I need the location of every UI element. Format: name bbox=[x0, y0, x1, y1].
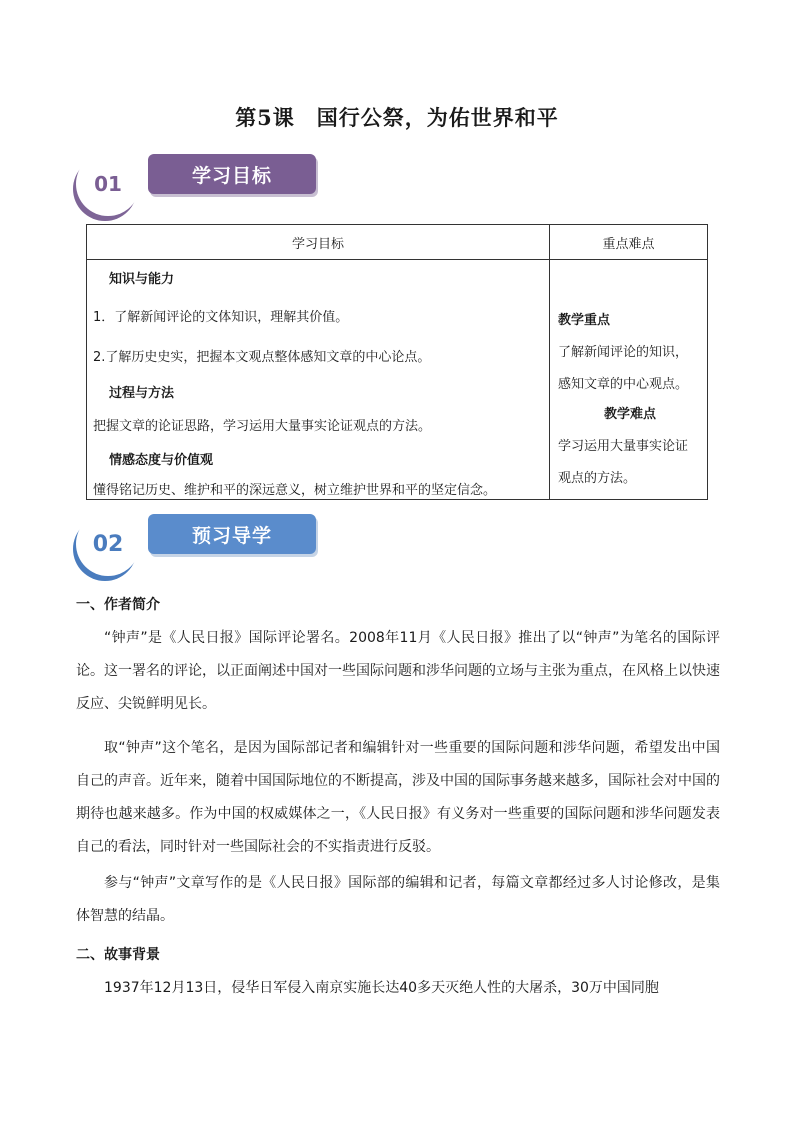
goal-subheading: 过程与方法 bbox=[109, 386, 175, 401]
goal-item: 懂得铭记历史、维护和平的深远意义，树立维护世界和平的坚定信念。 bbox=[93, 483, 497, 498]
section-banner-label: 预习导学 bbox=[148, 514, 316, 554]
focus-subheading: 教学重点 bbox=[558, 313, 611, 328]
table-header-goals: 学习目标 bbox=[87, 225, 550, 260]
goal-subheading: 情感态度与价值观 bbox=[109, 453, 214, 468]
difficulty-subheading: 教学难点 bbox=[603, 407, 656, 422]
section-heading-background: 二、故事背景 bbox=[76, 947, 160, 963]
difficulty-item: 学习运用大量事实论证 bbox=[558, 439, 689, 454]
page-title: 第5课 国行公祭，为佑世界和平 bbox=[235, 105, 559, 130]
goal-item: 1．了解新闻评论的文体知识，理解其价值。 bbox=[93, 310, 349, 325]
focus-cell bbox=[550, 260, 708, 500]
table-header-focus: 重点难点 bbox=[550, 225, 708, 260]
paragraph: 取“钟声”这个笔名，是因为国际部记者和编辑针对一些重要的国际问题和涉华问题，希望发出中国自己的声音。近年来，随着中国国际地位的不断提高，涉及中国的国际事务越来越多，国际社会对中国的期待也越来越多。作为中国的权威媒体之一，《人民日报》有义务对一些重要的国际问题和涉华问题发表自己的看法，同时针对一些国际社会的不实指责进行反驳。 bbox=[76, 740, 720, 855]
paragraph: 参与“钟声”文章写作的是《人民日报》国际部的编辑和记者，每篇文章都经过多人讨论修改，是集体智慧的结晶。 bbox=[76, 875, 720, 924]
table-header-row bbox=[87, 225, 708, 260]
difficulty-item: 观点的方法。 bbox=[558, 471, 637, 486]
section-header-preview bbox=[76, 512, 336, 576]
table-row bbox=[87, 260, 708, 500]
section-heading-author: 一、作者简介 bbox=[76, 597, 160, 613]
goal-item: 2.了解历史史实，把握本文观点整体感知文章的中心论点。 bbox=[93, 350, 431, 365]
section-header-learning-goals bbox=[76, 152, 336, 216]
goal-item: 把握文章的论证思路，学习运用大量事实论证观点的方法。 bbox=[93, 419, 432, 434]
focus-item: 了解新闻评论的知识， bbox=[558, 345, 689, 360]
paragraph: “钟声”是《人民日报》国际评论署名。2008年11月《人民日报》推出了以“钟声”为笔名的国际评论。这一署名的评论，以正面阐述中国对一些国际问题和涉华问题的立场与主张为重点，在风格上以快速反应、尖锐鲜明见长。 bbox=[76, 630, 720, 712]
learning-goals-table bbox=[86, 224, 708, 500]
goals-cell bbox=[87, 260, 550, 500]
focus-item: 感知文章的中心观点。 bbox=[558, 377, 689, 392]
goal-subheading: 知识与能力 bbox=[109, 272, 175, 287]
section-banner-label: 学习目标 bbox=[148, 154, 316, 194]
section-number-badge: 01 bbox=[76, 152, 140, 216]
paragraph: 1937年12月13日，侵华日军侵入南京实施长达40多天灭绝人性的大屠杀，30万中国同胞 bbox=[104, 980, 659, 996]
section-number-badge: 02 bbox=[76, 512, 140, 576]
